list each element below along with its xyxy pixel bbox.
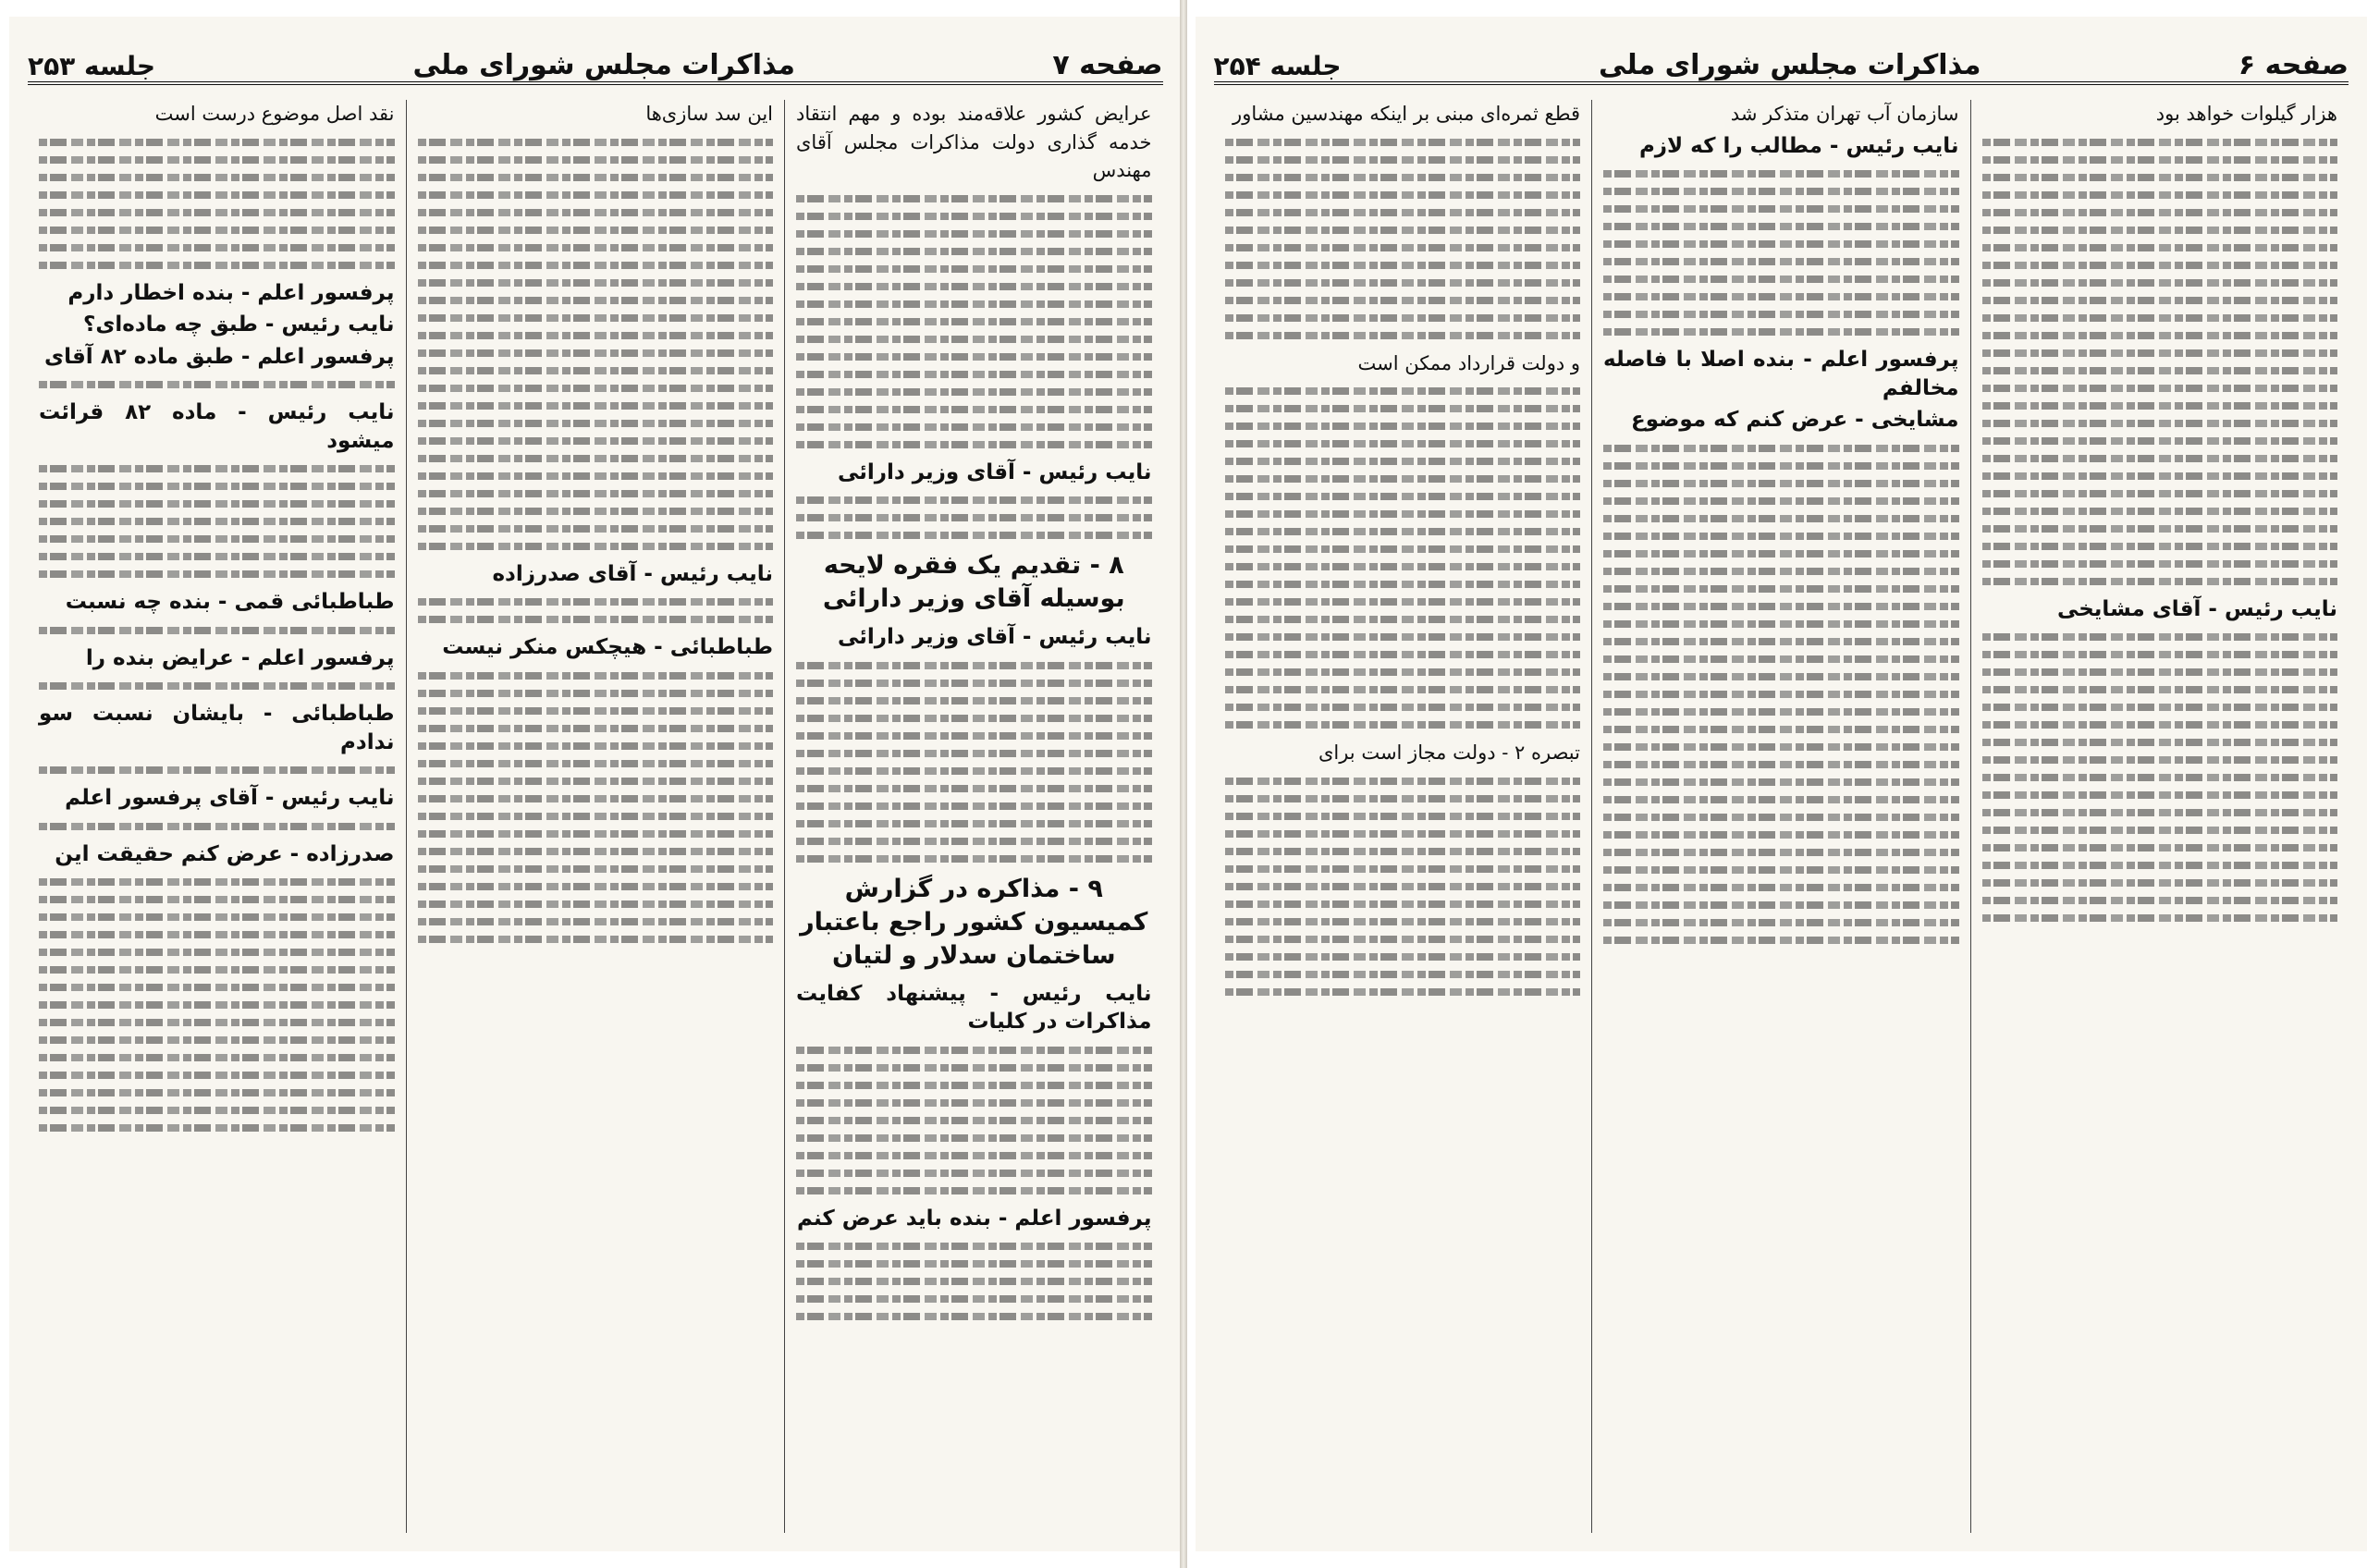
column <box>1591 100 1970 1533</box>
body-text: نقد اصل موضوع درست است <box>154 103 395 125</box>
speaker-line: نایب رئیس - آقای مشایخی <box>2056 596 2337 621</box>
section-heading: ۸ - تقدیم یک فقره لایحه بوسیله آقای وزیر دارائی <box>822 551 1125 613</box>
speaker-line: پرفسور اعلم - طبق ماده ۸۲ آقای <box>44 344 395 369</box>
page-title: مذاکرات مجلس شورای ملی <box>1599 49 1981 81</box>
right-page-header <box>1214 35 2349 85</box>
body-text: این سد سازی‌ها <box>645 103 773 125</box>
body-text: و دولت قرارداد ممکن است <box>1357 351 1580 374</box>
speaker-line: طباطبائی - هیچکس منکر نیست <box>442 635 773 659</box>
body-text: هزار گیلوات خواهد بود <box>2155 103 2337 125</box>
speaker-line: پرفسور اعلم - عرایض بنده را <box>85 645 395 670</box>
column <box>784 100 1163 1533</box>
column <box>1214 100 1592 1533</box>
body-text: تبصره ۲ - دولت مجاز است برای <box>1318 741 1580 764</box>
speaker-line: پرفسور اعلم - بنده اصلا با فاصله مخالفم <box>1603 348 1959 400</box>
speaker-line: نایب رئیس - طبق چه ماده‌ای؟ <box>83 312 395 337</box>
speaker-line: طباطبائی - بایشان نسبت سو ندادم <box>39 702 395 754</box>
body-text: عرایض کشور علاقه‌مند بوده و مهم انتقاد خدمه گذاری دولت مذاکرات مجلس آقای مهندس <box>796 103 1152 181</box>
speaker-line: نایب رئیس - پیشنهاد کفایت مذاکرات در کلیات <box>796 981 1152 1034</box>
page-title: مذاکرات مجلس شورای ملی <box>412 49 795 81</box>
body-text: سازمان آب تهران متذکر شد <box>1730 103 1959 125</box>
left-page-header <box>28 35 1163 85</box>
body-text: قطع ثمره‌ای مبنی بر اینکه مهندسین مشاور <box>1233 103 1580 125</box>
left-page-columns <box>28 100 1163 1533</box>
speaker-line: پرفسور اعلم - بنده باید عرض کنم <box>796 1206 1152 1231</box>
speaker-line: نایب رئیس - ماده ۸۲ قرائت میشود <box>39 400 395 453</box>
column <box>1970 100 2349 1533</box>
right-page <box>1196 17 2367 1551</box>
session-number: جلسه ۲۵۳ <box>28 51 156 81</box>
section-heading: ۹ - مذاکره در گزارش کمیسیون کشور راجع باعتبار ساختمان سدلار و لتیان <box>800 874 1148 970</box>
speaker-line: نایب رئیس - آقای وزیر دارائی <box>838 625 1152 649</box>
speaker-line: نایب رئیس - آقای پرفسور اعلم <box>65 786 395 810</box>
left-page <box>9 17 1182 1551</box>
speaker-line: صدرزاده - عرض کنم حقیقت این <box>55 841 395 866</box>
right-page-columns <box>1214 100 2349 1533</box>
page-number: صفحه ۶ <box>2238 49 2349 81</box>
session-number: جلسه ۲۵۴ <box>1213 51 1342 81</box>
speaker-line: نایب رئیس - مطالب را که لازم <box>1638 133 1959 158</box>
column <box>406 100 785 1533</box>
page-gutter <box>1180 0 1187 1568</box>
speaker-line: پرفسور اعلم - بنده اخطار دارم <box>67 280 395 305</box>
speaker-line: نایب رئیس - آقای وزیر دارائی <box>838 459 1152 484</box>
speaker-line: نایب رئیس - آقای صدرزاده <box>492 561 773 586</box>
page-number: صفحه ۷ <box>1052 49 1163 81</box>
speaker-line: طباطبائی قمی - بنده چه نسبت <box>65 590 395 614</box>
speaker-line: مشایخی - عرض کنم که موضوع <box>1631 408 1959 432</box>
column <box>28 100 406 1533</box>
